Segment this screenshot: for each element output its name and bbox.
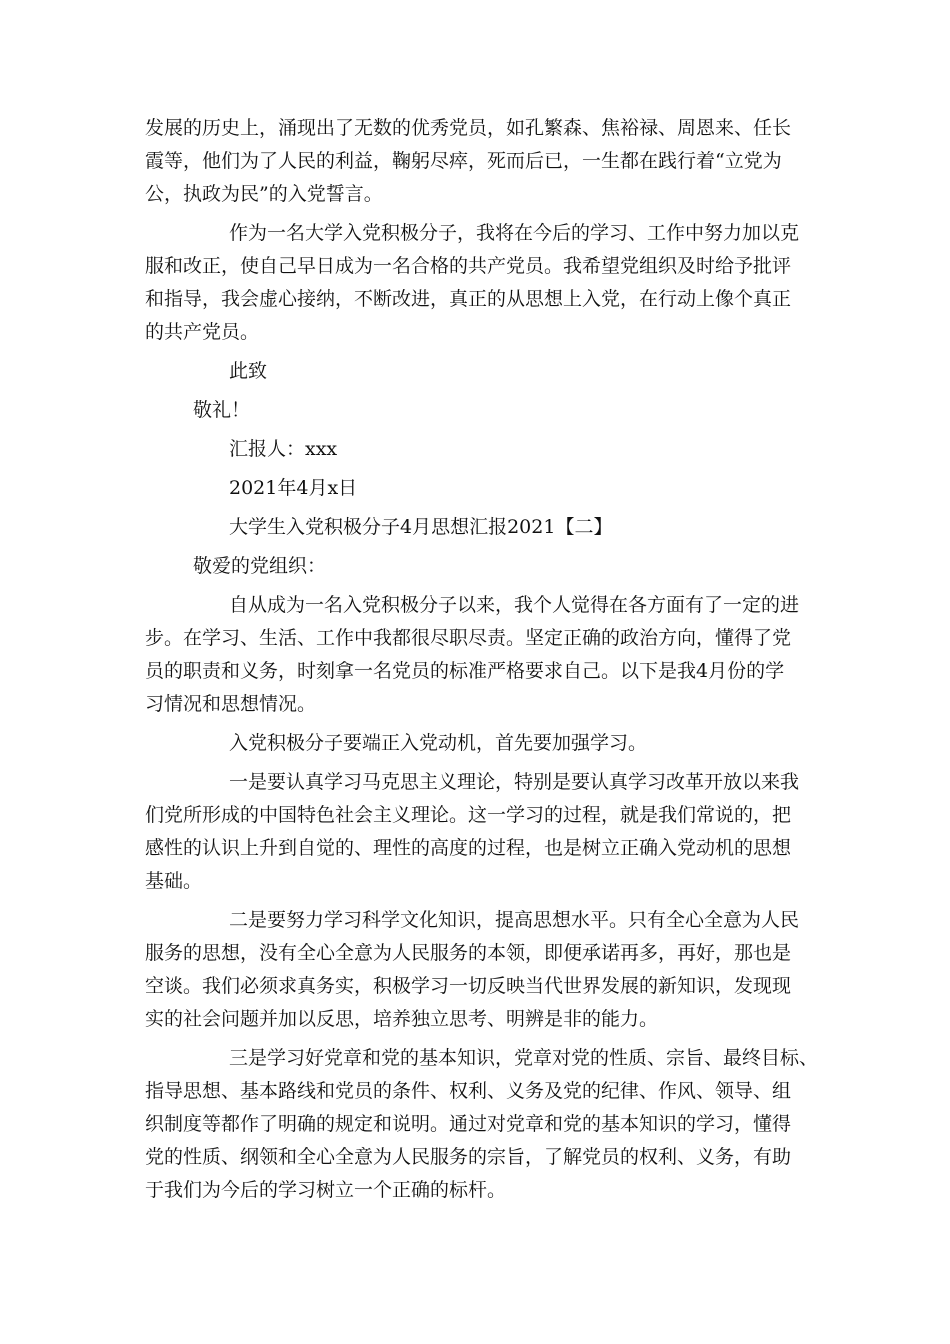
text-line: 党的性质、纲领和全心全意为人民服务的宗旨，了解党员的权利、义务，有助: [145, 1146, 792, 1168]
text-line: 们党所形成的中国特色社会主义理论。这一学习的过程，就是我们常说的，把: [145, 804, 792, 826]
text-line: 敬爱的党组织：: [193, 555, 327, 577]
text-line: 大学生入党积极分子4月思想汇报2021【二】: [229, 516, 613, 538]
document-body: [145, 112, 825, 1213]
paragraph-commitment: [145, 217, 825, 349]
closing-ci-zhi: [145, 355, 825, 388]
text-line: 于我们为今后的学习树立一个正确的标杆。: [145, 1179, 507, 1201]
text-line: 服务的思想，没有全心全意为人民服务的本领，即便承诺再多，再好，那也是: [145, 942, 792, 964]
text-line: 服和改正，使自己早日成为一名合格的共产党员。我希望党组织及时给予批评: [145, 255, 792, 277]
paragraph-history: [145, 112, 825, 211]
paragraph-motivation: [145, 727, 825, 760]
paragraph-point-two: [145, 904, 825, 1036]
reporter-name: [145, 433, 825, 466]
text-line: 入党积极分子要端正入党动机，首先要加强学习。: [229, 732, 648, 754]
text-line: 空谈。我们必须求真务实，积极学习一切反映当代世界发展的新知识，发现现: [145, 975, 792, 997]
text-line: 步。在学习、生活、工作中我都很尽职尽责。坚定正确的政治方向，懂得了党: [145, 627, 792, 649]
text-line: 的共产党员。: [145, 321, 260, 343]
text-line: 发展的历史上，涌现出了无数的优秀党员，如孔繁森、焦裕禄、周恩来、任长: [145, 117, 792, 139]
text-line: 实的社会问题并加以反思，培养独立思考、明辨是非的能力。: [145, 1008, 659, 1030]
text-line: 作为一名大学入党积极分子，我将在今后的学习、工作中努力加以克: [229, 222, 800, 244]
text-line: 2021年4月x日: [229, 477, 358, 499]
text-line: 敬礼！: [193, 399, 251, 421]
paragraph-point-three: [145, 1042, 825, 1207]
text-line: 三是学习好党章和党的基本知识，党章对党的性质、宗旨、最终目标、: [229, 1047, 819, 1069]
text-line: 此致: [229, 360, 268, 382]
text-line: 基础。: [145, 870, 203, 892]
text-line: 织制度等都作了明确的规定和说明。通过对党章和党的基本知识的学习，懂得: [145, 1113, 792, 1135]
text-line: 汇报人：xxx: [229, 438, 338, 460]
text-line: 习情况和思想情况。: [145, 693, 317, 715]
text-line: 公，执政为民”的入党誓言。: [145, 183, 383, 205]
text-line: 一是要认真学习马克思主义理论，特别是要认真学习改革开放以来我: [229, 771, 800, 793]
text-line: 和指导，我会虚心接纳，不断改进，真正的从思想上入党，在行动上像个真正: [145, 288, 792, 310]
text-line: 员的职责和义务，时刻拿一名党员的标准严格要求自己。以下是我4月份的学: [145, 660, 785, 682]
paragraph-progress: [145, 589, 825, 721]
closing-jing-li: [145, 394, 825, 427]
paragraph-point-one: [145, 766, 825, 898]
text-line: 自从成为一名入党积极分子以来，我个人觉得在各方面有了一定的进: [229, 594, 800, 616]
section-title: [145, 511, 825, 544]
text-line: 霞等，他们为了人民的利益，鞠躬尽瘁，死而后已，一生都在践行着“立党为: [145, 150, 782, 172]
text-line: 指导思想、基本路线和党员的条件、权利、义务及党的纪律、作风、领导、组: [145, 1080, 792, 1102]
salutation: [145, 550, 825, 583]
text-line: 感性的认识上升到自觉的、理性的高度的过程，也是树立正确入党动机的思想: [145, 837, 792, 859]
text-line: 二是要努力学习科学文化知识，提高思想水平。只有全心全意为人民: [229, 909, 800, 931]
report-date: [145, 472, 825, 505]
